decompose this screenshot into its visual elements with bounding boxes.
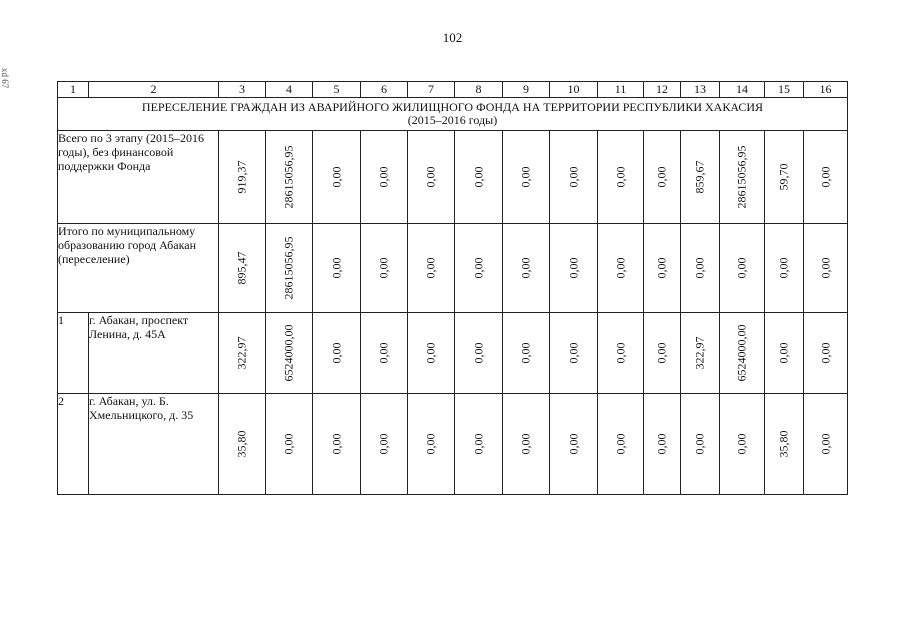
value-cell [598,394,644,495]
value-text: 0,00 [329,257,343,279]
value-cell [720,224,765,313]
value-text: 0,00 [734,257,749,279]
value-cell [550,394,598,495]
value-cell [361,394,408,495]
column-number-cell: 14 [720,82,765,98]
value-text: 0,00 [818,257,832,279]
value-cell [598,131,644,224]
value-cell [313,313,361,394]
value-cell [681,131,720,224]
value-cell [266,394,313,495]
value-cell [219,131,266,224]
value-text: 0,00 [471,257,485,279]
housing-resettlement-table [57,81,848,495]
column-number-cell: 10 [550,82,598,98]
value-text: 0,00 [776,257,791,279]
section-title-line1: ПЕРЕСЕЛЕНИЕ ГРАЖДАН ИЗ АВАРИЙНОГО ЖИЛИЩНОГО ФОНДА НА ТЕРРИТОРИИ РЕСПУБЛИКИ ХАКАСИЯ [141,100,764,114]
column-number-cell: 2 [89,82,219,98]
value-text: 0,00 [376,342,391,364]
value-text: 0,00 [654,166,669,188]
value-cell [644,224,681,313]
section-title [58,98,848,131]
table-row [58,394,848,495]
row-label-cell: г. Абакан, проспект Ленина, д. 45А [89,313,219,394]
value-text: 6524000,00 [281,324,296,382]
value-cell [644,394,681,495]
value-text: 0,00 [471,342,485,364]
value-text: 0,00 [818,342,832,364]
value-cell [804,131,848,224]
value-cell [720,313,765,394]
value-text: 859,67 [692,160,707,194]
value-cell [550,224,598,313]
value-cell [361,131,408,224]
value-text: 0,00 [776,342,791,364]
row-label-cell: Всего по 3 этапу (2015–2016 годы), без финансовой поддержки Фонда [58,131,219,224]
column-number-cell: 6 [361,82,408,98]
section-title-row [58,98,848,131]
value-cell [266,313,313,394]
value-text: 28615056,95 [281,145,296,209]
value-text: 6524000,00 [734,324,749,382]
value-cell [804,394,848,495]
value-text: 0,00 [471,166,485,188]
value-text: 0,00 [281,433,296,455]
column-number-row [58,82,848,98]
value-cell [455,224,503,313]
value-cell [765,224,804,313]
table-row [58,131,848,224]
value-cell [765,313,804,394]
value-text: 0,00 [613,433,627,455]
value-text: 28615056,95 [281,236,296,300]
value-cell [720,394,765,495]
value-cell [503,313,550,394]
value-cell [408,394,455,495]
column-number-cell: 13 [681,82,720,98]
row-label-cell: Итого по муниципальному образованию город Абакан (переселение) [58,224,219,313]
value-text: 0,00 [518,342,533,364]
value-text: 0,00 [423,342,438,364]
value-cell [681,224,720,313]
value-text: 0,00 [376,257,391,279]
row-number-cell: 1 [58,313,89,394]
column-number-cell: 7 [408,82,455,98]
value-text: 0,00 [423,257,438,279]
value-text: 0,00 [566,257,580,279]
row-number-cell: 2 [58,394,89,495]
value-text: 0,00 [566,342,580,364]
value-text: 59,70 [776,163,791,191]
value-text: 35,80 [776,430,791,458]
value-text: 0,00 [329,433,343,455]
value-text: 0,00 [471,433,485,455]
value-cell [681,313,720,394]
value-text: 35,80 [234,430,249,458]
value-text: 28615056,95 [734,145,749,209]
value-text: 0,00 [818,433,832,455]
value-cell [408,224,455,313]
value-text: 0,00 [613,257,627,279]
value-text: 0,00 [518,433,533,455]
value-cell [313,131,361,224]
value-cell [408,313,455,394]
value-text: 322,97 [692,336,707,370]
value-text: 0,00 [613,342,627,364]
column-number-cell: 5 [313,82,361,98]
table-row [58,224,848,313]
value-cell [361,313,408,394]
value-cell [503,224,550,313]
value-text: 0,00 [376,433,391,455]
value-cell [550,313,598,394]
value-text: 0,00 [518,257,533,279]
value-cell [219,394,266,495]
value-text: 0,00 [566,166,580,188]
value-cell [219,313,266,394]
value-cell [765,394,804,495]
value-text: 0,00 [423,166,438,188]
value-cell [455,131,503,224]
value-cell [681,394,720,495]
value-cell [455,313,503,394]
value-cell [644,313,681,394]
value-text: 0,00 [566,433,580,455]
value-cell [503,394,550,495]
value-text: 0,00 [613,166,627,188]
column-number-cell: 8 [455,82,503,98]
value-cell [765,131,804,224]
value-text: 0,00 [734,433,749,455]
value-text: 0,00 [654,257,669,279]
column-number-cell: 12 [644,82,681,98]
column-number-cell: 11 [598,82,644,98]
value-cell [219,224,266,313]
value-cell [598,313,644,394]
value-cell [266,224,313,313]
row-label-cell: г. Абакан, ул. Б. Хмельницкого, д. 35 [89,394,219,495]
margin-note: xd 67 [0,68,10,89]
value-cell [804,224,848,313]
page-number: 102 [442,30,463,45]
value-text: 0,00 [329,342,343,364]
value-cell [804,313,848,394]
column-number-cell: 9 [503,82,550,98]
value-text: 0,00 [518,166,533,188]
value-text: 322,97 [234,336,249,370]
table-row [58,313,848,394]
value-cell [266,131,313,224]
value-cell [550,131,598,224]
value-cell [361,224,408,313]
value-cell [598,224,644,313]
value-cell [503,131,550,224]
value-cell [455,394,503,495]
value-cell [313,224,361,313]
column-number-cell: 3 [219,82,266,98]
value-text: 0,00 [692,433,707,455]
value-text: 0,00 [423,433,438,455]
value-text: 895,47 [234,251,249,285]
value-text: 919,37 [234,160,249,194]
section-title-line2: (2015–2016 годы) [407,113,498,127]
column-number-cell: 15 [765,82,804,98]
column-number-cell: 1 [58,82,89,98]
value-cell [644,131,681,224]
value-cell [313,394,361,495]
value-text: 0,00 [654,342,669,364]
value-text: 0,00 [376,166,391,188]
column-number-cell: 16 [804,82,848,98]
column-number-cell: 4 [266,82,313,98]
value-text: 0,00 [818,166,832,188]
value-text: 0,00 [329,166,343,188]
value-cell [720,131,765,224]
value-text: 0,00 [654,433,669,455]
value-cell [408,131,455,224]
value-text: 0,00 [692,257,707,279]
